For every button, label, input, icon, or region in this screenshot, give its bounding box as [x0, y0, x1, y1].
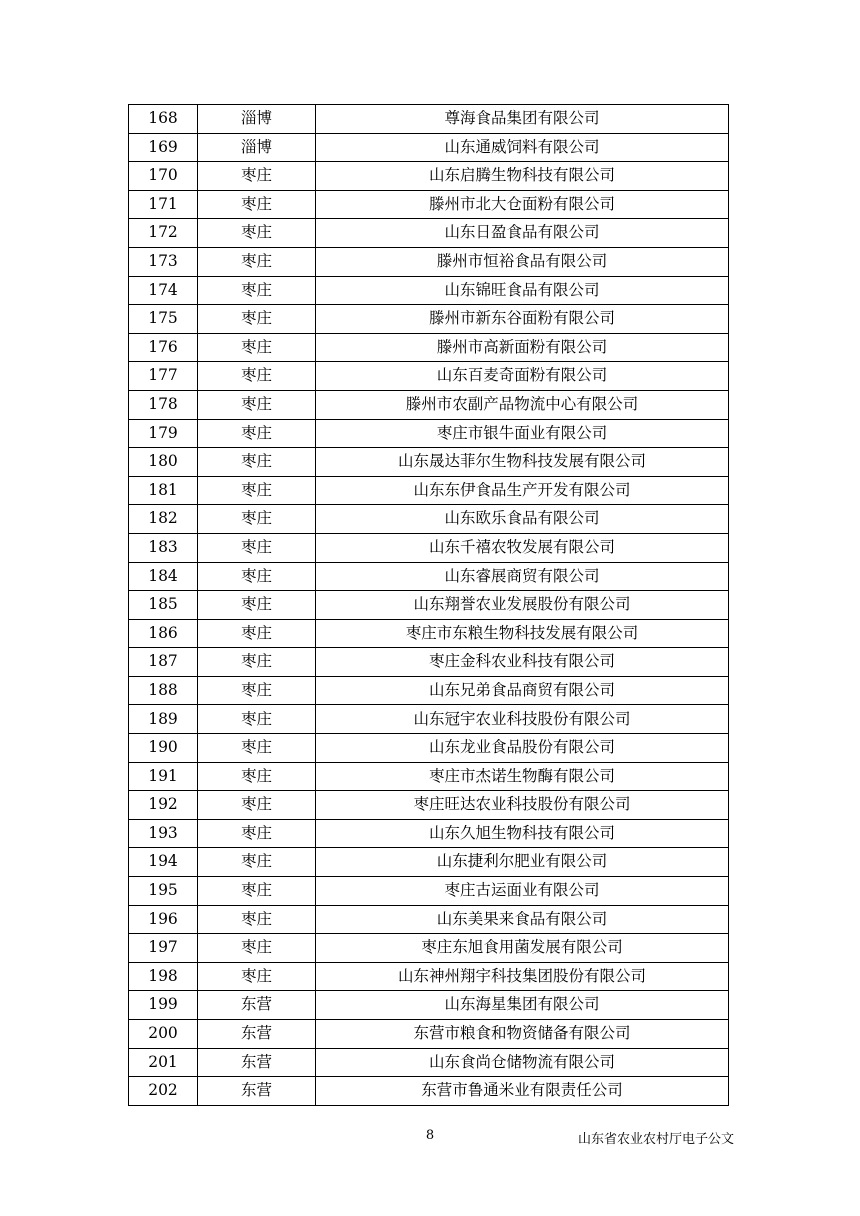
city-cell: 枣庄 [198, 419, 316, 448]
company-name-cell: 枣庄旺达农业科技股份有限公司 [316, 791, 729, 820]
row-number-cell: 177 [129, 362, 198, 391]
city-cell: 枣庄 [198, 562, 316, 591]
company-name-cell: 山东美果来食品有限公司 [316, 905, 729, 934]
company-name-cell: 枣庄市银牛面业有限公司 [316, 419, 729, 448]
company-name-cell: 滕州市高新面粉有限公司 [316, 333, 729, 362]
company-name-cell: 东营市鲁通米业有限责任公司 [316, 1077, 729, 1106]
row-number-cell: 173 [129, 247, 198, 276]
table-row [129, 962, 729, 991]
row-number-cell: 191 [129, 762, 198, 791]
row-number-cell: 195 [129, 877, 198, 906]
table-row [129, 390, 729, 419]
row-number-cell: 189 [129, 705, 198, 734]
company-name-cell: 山东食尚仓储物流有限公司 [316, 1048, 729, 1077]
company-name-cell: 山东翔誉农业发展股份有限公司 [316, 591, 729, 620]
table-row [129, 1020, 729, 1049]
company-name-cell: 山东通威饲料有限公司 [316, 133, 729, 162]
city-cell: 枣庄 [198, 676, 316, 705]
city-cell: 枣庄 [198, 619, 316, 648]
table-row [129, 219, 729, 248]
table-row [129, 705, 729, 734]
table-row [129, 619, 729, 648]
company-name-cell: 枣庄东旭食用菌发展有限公司 [316, 934, 729, 963]
company-name-cell: 滕州市农副产品物流中心有限公司 [316, 390, 729, 419]
row-number-cell: 202 [129, 1077, 198, 1106]
row-number-cell: 170 [129, 162, 198, 191]
enterprise-table [128, 104, 729, 1106]
company-name-cell: 滕州市北大仓面粉有限公司 [316, 190, 729, 219]
company-name-cell: 枣庄市杰诺生物酶有限公司 [316, 762, 729, 791]
company-name-cell: 山东锦旺食品有限公司 [316, 276, 729, 305]
company-name-cell: 山东龙业食品股份有限公司 [316, 734, 729, 763]
table-row [129, 562, 729, 591]
row-number-cell: 169 [129, 133, 198, 162]
city-cell: 枣庄 [198, 305, 316, 334]
city-cell: 枣庄 [198, 476, 316, 505]
table-row [129, 1048, 729, 1077]
table-row [129, 105, 729, 134]
table-row [129, 305, 729, 334]
table-row [129, 276, 729, 305]
company-name-cell: 山东神州翔宇科技集团股份有限公司 [316, 962, 729, 991]
company-name-cell: 山东晟达菲尔生物科技发展有限公司 [316, 448, 729, 477]
city-cell: 枣庄 [198, 962, 316, 991]
city-cell: 东营 [198, 1077, 316, 1106]
city-cell: 东营 [198, 991, 316, 1020]
table-row [129, 448, 729, 477]
row-number-cell: 192 [129, 791, 198, 820]
company-name-cell: 山东千禧农牧发展有限公司 [316, 533, 729, 562]
company-name-cell: 山东冠宇农业科技股份有限公司 [316, 705, 729, 734]
city-cell: 东营 [198, 1048, 316, 1077]
city-cell: 枣庄 [198, 162, 316, 191]
table-row [129, 934, 729, 963]
row-number-cell: 172 [129, 219, 198, 248]
table-row [129, 247, 729, 276]
city-cell: 枣庄 [198, 819, 316, 848]
table-row [129, 734, 729, 763]
row-number-cell: 201 [129, 1048, 198, 1077]
company-name-cell: 尊海食品集团有限公司 [316, 105, 729, 134]
table-row [129, 190, 729, 219]
row-number-cell: 179 [129, 419, 198, 448]
table-body [129, 105, 729, 1106]
city-cell: 枣庄 [198, 848, 316, 877]
company-name-cell: 山东欧乐食品有限公司 [316, 505, 729, 534]
table-row [129, 762, 729, 791]
city-cell: 枣庄 [198, 276, 316, 305]
row-number-cell: 196 [129, 905, 198, 934]
row-number-cell: 171 [129, 190, 198, 219]
city-cell: 枣庄 [198, 333, 316, 362]
company-name-cell: 东营市粮食和物资储备有限公司 [316, 1020, 729, 1049]
row-number-cell: 180 [129, 448, 198, 477]
city-cell: 枣庄 [198, 533, 316, 562]
table-row [129, 648, 729, 677]
table-row [129, 333, 729, 362]
table-row [129, 1077, 729, 1106]
row-number-cell: 194 [129, 848, 198, 877]
row-number-cell: 182 [129, 505, 198, 534]
company-name-cell: 山东东伊食品生产开发有限公司 [316, 476, 729, 505]
city-cell: 枣庄 [198, 934, 316, 963]
company-name-cell: 滕州市恒裕食品有限公司 [316, 247, 729, 276]
row-number-cell: 184 [129, 562, 198, 591]
table-row [129, 476, 729, 505]
row-number-cell: 176 [129, 333, 198, 362]
company-name-cell: 山东睿展商贸有限公司 [316, 562, 729, 591]
city-cell: 东营 [198, 1020, 316, 1049]
table-row [129, 362, 729, 391]
row-number-cell: 174 [129, 276, 198, 305]
table-row [129, 591, 729, 620]
city-cell: 枣庄 [198, 448, 316, 477]
city-cell: 枣庄 [198, 505, 316, 534]
table-row [129, 877, 729, 906]
company-name-cell: 山东启腾生物科技有限公司 [316, 162, 729, 191]
city-cell: 淄博 [198, 133, 316, 162]
city-cell: 枣庄 [198, 877, 316, 906]
row-number-cell: 178 [129, 390, 198, 419]
row-number-cell: 197 [129, 934, 198, 963]
row-number-cell: 198 [129, 962, 198, 991]
row-number-cell: 199 [129, 991, 198, 1020]
company-name-cell: 山东捷利尔肥业有限公司 [316, 848, 729, 877]
city-cell: 枣庄 [198, 791, 316, 820]
table-row [129, 905, 729, 934]
company-name-cell: 山东兄弟食品商贸有限公司 [316, 676, 729, 705]
company-name-cell: 山东日盈食品有限公司 [316, 219, 729, 248]
table-row [129, 676, 729, 705]
city-cell: 枣庄 [198, 734, 316, 763]
city-cell: 枣庄 [198, 247, 316, 276]
table-row [129, 819, 729, 848]
company-name-cell: 滕州市新东谷面粉有限公司 [316, 305, 729, 334]
city-cell: 枣庄 [198, 762, 316, 791]
row-number-cell: 168 [129, 105, 198, 134]
footer-source: 山东省农业农村厅电子公文 [577, 1132, 734, 1147]
city-cell: 枣庄 [198, 905, 316, 934]
city-cell: 枣庄 [198, 362, 316, 391]
table-row [129, 533, 729, 562]
row-number-cell: 175 [129, 305, 198, 334]
row-number-cell: 187 [129, 648, 198, 677]
table-row [129, 848, 729, 877]
row-number-cell: 200 [129, 1020, 198, 1049]
city-cell: 枣庄 [198, 390, 316, 419]
table-row [129, 133, 729, 162]
city-cell: 枣庄 [198, 648, 316, 677]
row-number-cell: 181 [129, 476, 198, 505]
table-row [129, 505, 729, 534]
company-name-cell: 枣庄金科农业科技有限公司 [316, 648, 729, 677]
city-cell: 淄博 [198, 105, 316, 134]
table-row [129, 419, 729, 448]
row-number-cell: 183 [129, 533, 198, 562]
row-number-cell: 190 [129, 734, 198, 763]
row-number-cell: 185 [129, 591, 198, 620]
company-name-cell: 枣庄市东粮生物科技发展有限公司 [316, 619, 729, 648]
row-number-cell: 186 [129, 619, 198, 648]
company-name-cell: 山东百麦奇面粉有限公司 [316, 362, 729, 391]
table-row [129, 991, 729, 1020]
company-name-cell: 枣庄古运面业有限公司 [316, 877, 729, 906]
table-row [129, 791, 729, 820]
company-name-cell: 山东久旭生物科技有限公司 [316, 819, 729, 848]
row-number-cell: 193 [129, 819, 198, 848]
row-number-cell: 188 [129, 676, 198, 705]
city-cell: 枣庄 [198, 705, 316, 734]
table-row [129, 162, 729, 191]
page-number: 8 [425, 1128, 435, 1143]
city-cell: 枣庄 [198, 591, 316, 620]
city-cell: 枣庄 [198, 190, 316, 219]
city-cell: 枣庄 [198, 219, 316, 248]
company-name-cell: 山东海星集团有限公司 [316, 991, 729, 1020]
